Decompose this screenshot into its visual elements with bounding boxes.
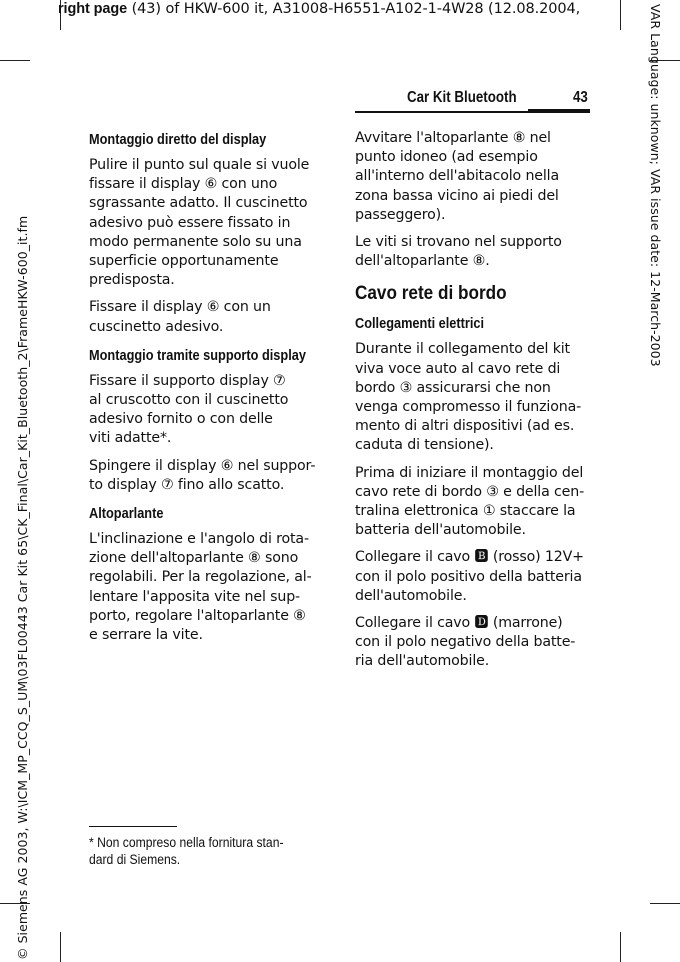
crop-mark — [620, 0, 621, 30]
print-info-suffix: (43) of HKW-600 it, A31008-H6551-A102-1-4W28 (12.08.2004, — [127, 1, 581, 17]
paragraph: Prima di iniziare il montaggio del cavo rete di bordo ③ e della cen- tralina elettronica ① staccare la batteria dell'automobile. — [355, 464, 585, 539]
paragraph: Durante il collegamento del kit viva voce auto al cavo rete di bordo ③ assicurarsi che non venga compromesso il funziona- mento di altri dispositivi (ad es. caduta di tensione). — [355, 341, 582, 454]
paragraph: Pulire il punto sul quale si vuole fissare il display ⑥ con uno sgrassante adatto. Il cuscinetto adesivo può essere fissato in modo permanente solo su una superficie opportunamente predisposta. — [89, 157, 310, 289]
page-number: 43 — [573, 89, 588, 106]
paragraph: Collegare il cavo 🅳 (marrone) con il polo negativo della batte- ria dell'automobile. — [355, 615, 576, 670]
footnote-rule — [89, 826, 177, 827]
paragraph: Fissare il supporto display ⑦ al cruscotto con il cuscinetto adesivo fornito o con delle viti adatte*. — [89, 372, 289, 447]
paragraph: Collegare il cavo 🅱 (rosso) 12V+ con il polo positivo della batteria dell'automobile. — [355, 549, 584, 604]
crop-mark — [0, 60, 30, 61]
section-heading: Montaggio tramite supporto display — [89, 347, 306, 364]
paragraph: Avvitare l'altoparlante ⑧ nel punto idoneo (ad esempio all'interno dell'abitacolo nella zona bassa vicino ai piedi del passeggero). — [355, 130, 559, 223]
crop-mark — [650, 903, 680, 904]
right-column — [355, 129, 595, 680]
section-heading: Collegamenti elettrici — [355, 316, 485, 333]
crop-mark — [620, 932, 621, 962]
print-info-line — [58, 0, 618, 18]
header-rule-thick — [528, 109, 590, 113]
header-title: Car Kit Bluetooth — [407, 89, 517, 106]
crop-mark — [60, 932, 61, 962]
paragraph: Fissare il display ⑥ con un cuscinetto adesivo. — [89, 299, 271, 335]
section-heading: Montaggio diretto del display — [89, 132, 267, 148]
left-margin-file-path: © Siemens AG 2003, W:\ICM_MP_CCQ_S_UM\03FL00443 Car Kit 65\CK_Final\Car_Kit_Bluetooth_2\FrameHKW-600_it.fm — [15, 215, 30, 960]
left-column — [89, 129, 329, 653]
paragraph: Le viti si trovano nel supporto dell'altoparlante ⑧. — [355, 234, 562, 270]
paragraph: Spingere il display ⑥ nel suppor- to display ⑦ fino allo scatto. — [89, 457, 316, 493]
section-heading: Altoparlante — [89, 506, 164, 523]
right-margin-issue-info: VAR Language: unknown; VAR issue date: 12-March-2003 — [648, 4, 663, 367]
section-title: Cavo rete di bordo — [355, 282, 507, 305]
paragraph: L'inclinazione e l'angolo di rota- zione dell'altoparlante ⑧ sono regolabili. Per la regolazione, al- lentare l'apposita vite nel sup- porto, regolare l'altoparlante ⑧ e serrare la vite. — [89, 531, 312, 644]
print-info-prefix: right page — [58, 1, 128, 17]
footnote: * Non compreso nella fornitura stan- dard di Siemens. — [89, 835, 284, 867]
